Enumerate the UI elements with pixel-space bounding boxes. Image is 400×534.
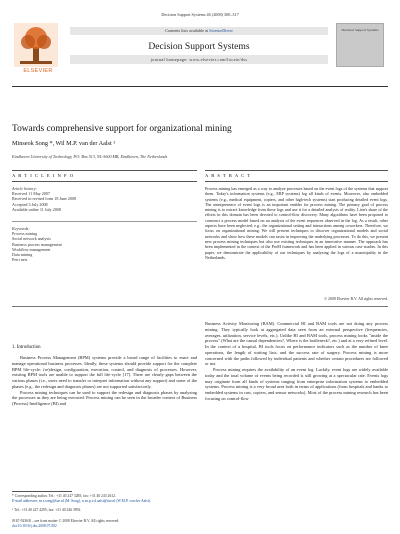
history-item: Received 11 May 2007: [12, 191, 50, 196]
footnote-emails[interactable]: E-mail addresses: m.s.song@tue.nl (M. Song), w.m.p.v.d.aalst@tue.nl (W.M.P. van der Aalst).: [12, 499, 151, 503]
footnote: ¹ Tel.: +31 40 247 4295; fax: +31 40 246 3992.: [12, 508, 82, 512]
abstract-heading: A B S T R A C T: [205, 173, 252, 178]
keywords-label: Keywords:: [12, 226, 30, 231]
keyword: Data mining: [12, 252, 33, 258]
article-title: Towards comprehensive support for organizational mining: [12, 124, 232, 134]
history-label: Article history:: [12, 186, 37, 191]
paragraph: Business Process Management (BPM) systems provide a broad range of facilities to enact and manage operational business processes. Ideally, these systems should provide support for the complete BPM life-cycle: (re)design, configuration, execution, control, and diagnosis of processes. However, existing BPM tools are unable to support the full life-cycle [17]. There are clearly gaps between the various phases (i.e., users need to transfer or interpret information without any support) and some of the phases (e.g., the redesign and diagnosis phases) are not supported satisfactorily.: [12, 355, 197, 389]
abstract-bottom-rule: [205, 181, 388, 182]
keyword: Business process management: [12, 241, 62, 247]
footnote-rule: [12, 491, 72, 492]
contents-prefix: Contents lists available at: [165, 28, 210, 33]
article-info-heading: A R T I C L E I N F O: [12, 173, 75, 178]
affiliation: Eindhoven University of Technology, P.O. Box 513, NL-5600 MB, Eindhoven, The Netherlands: [12, 154, 168, 159]
running-head: Decision Support Systems 46 (2008) 300–317: [161, 12, 239, 17]
journal-title: Decision Support Systems: [148, 41, 250, 52]
publisher-name: ELSEVIER: [23, 68, 53, 74]
keyword: Social network analysis: [12, 236, 51, 242]
keyword: Process mining: [12, 231, 38, 236]
article-info-top-rule: [12, 170, 197, 171]
journal-homepage[interactable]: journal homepage: www.elsevier.com/locate/dss: [70, 55, 328, 64]
authors: Minseok Song *, Wil M.P. van der Aalst ¹: [12, 140, 116, 147]
section-1-title: 1. Introduction: [12, 345, 41, 350]
header-rule: [12, 86, 388, 87]
doi-link[interactable]: doi:10.1016/j.dss.2008.07.002: [12, 524, 57, 528]
article-info-bottom-rule: [12, 181, 197, 182]
keywords: [12, 226, 197, 263]
abstract-text: Process mining has emerged as a way to analyze processes based on the event logs of the systems that support them. Today's information systems (e.g., ERP systems) log all kinds of events. Moreover, also embedded systems (e.g., medical equipment, copiers, and other high-tech systems) start producing detailed event logs. The omnipresence of event logs is an important enabler for process mining. The primary goal of process mining is to extract knowledge from these logs and use it for a detailed analysis of reality. Lion's share of the efforts in this domain has been devoted to control-flow discovery. Many algorithms have been proposed to construct a process model based on an analysis of the event sequences observed in the log. As a result, other aspects have been neglected, e.g., the organizational setting and interactions among coworkers. Therefore, we focus on organizational mining. We will present techniques to discover organizational models and social networks and show how these models can assist in improving the underlying processes. To do this, we present new process mining techniques but also use existing techniques in an innovative manner. The approach has been implemented in the context of the ProM framework and has been applied in various case studies. In this paper, we demonstrate the applicability of our techniques by analyzing the logs of a municipality in the Netherlands.: [205, 186, 388, 260]
paragraph: Business Activity Monitoring (BAM). Commercial BI and BAM tools are not doing any process mining. They typically look at aggregated data seen from an external perspective (frequencies, averages, utilization, service levels, etc.). Unlike BI and BAM tools, process mining looks "inside the process" (What are the causal dependencies?, Where is the bottleneck?, etc.) and at a very refined level. In the context of a hospital, BI tools focus on performance indicators such as the number of knee operations, the length of waiting lists, and the success rate of surgery. Process mining is more concerned with the paths followed by individual patients and whether certain procedures are followed or not.: [205, 321, 388, 367]
paragraph: Process mining techniques can be used to support the redesign and diagnosis phases by analyzing the processes as they are being executed. Process mining can be seen in the broader context of Business (Process) Intelligence (BI) and: [12, 389, 197, 406]
keyword: Workflow management: [12, 246, 51, 252]
history-item: Available online 11 July 2008: [12, 206, 61, 212]
article-history: [12, 186, 197, 212]
paragraph: Process mining requires the availability of an event log. Luckily, event logs are widely available today and the total volume of events being recorded is still growing at a spectacular rate. Events logs may originate from all kinds of systems ranging from enterprise information systems to embedded systems. Process mining is a very broad area both in terms of applications (from hospitals and banks to embedded systems in cars, copiers, and sensor networks). Most of the process mining research has been focusing on control-flow: [205, 367, 388, 401]
keyword: Petri nets: [12, 257, 28, 263]
sciencedirect-link[interactable]: ScienceDirect: [209, 28, 233, 33]
contents-availability: [70, 27, 328, 35]
abstract-end-rule: [12, 306, 388, 307]
elsevier-tree-logo: [14, 23, 58, 67]
abstract-copyright: © 2008 Elsevier B.V. All rights reserved.: [324, 297, 388, 301]
journal-cover-image: [336, 23, 384, 67]
history-item: Accepted 3 July 2008: [12, 201, 48, 207]
abstract-top-rule: [205, 170, 388, 171]
history-item: Received in revised form 18 June 2008: [12, 196, 77, 202]
body-left-column: [12, 355, 197, 407]
front-matter-line: 0167-9236/$ – see front matter © 2008 Elsevier B.V. All rights reserved.: [12, 519, 120, 523]
footnote: * Corresponding author. Tel.: +31 40 247 3285; fax: +31 40 243 2612.: [12, 494, 116, 498]
body-right-column: [205, 321, 388, 402]
cover-title: Decision Support Systems: [341, 28, 379, 32]
